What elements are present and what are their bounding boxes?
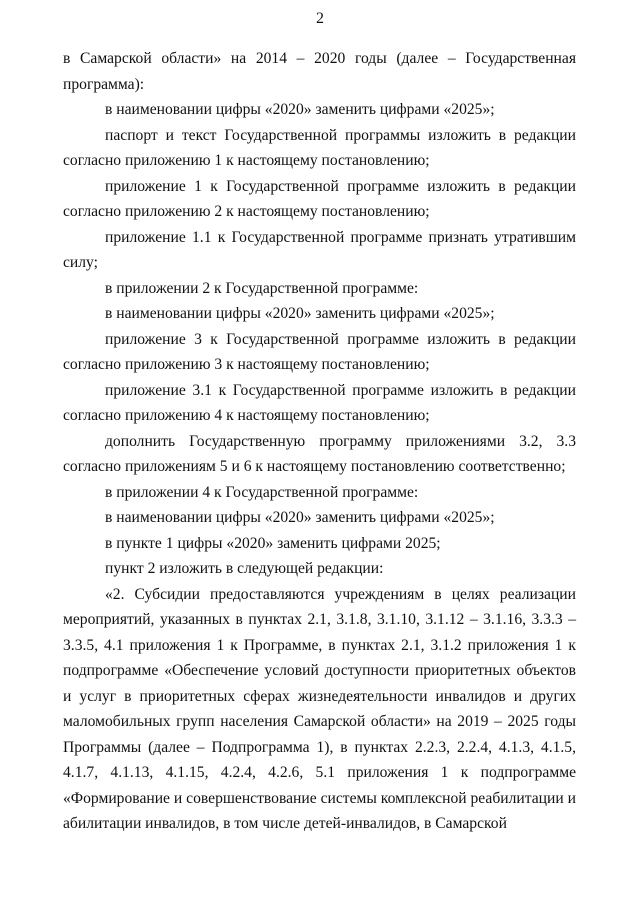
paragraph-item: приложение 3 к Государственной программе изложить в редакции согласно приложению 3 к настоящему постановлению; — [63, 330, 576, 373]
paragraph-item: в приложении 4 к Государственной программе: — [105, 483, 419, 501]
paragraph-item: приложение 1 к Государственной программе изложить в редакции согласно приложению 2 к настоящему постановлению; — [63, 177, 576, 220]
paragraph-item: в наименовании цифры «2020» заменить цифрами «2025»; — [105, 101, 495, 118]
document-body — [63, 46, 576, 837]
paragraph-item: дополнить Государственную программу приложениями 3.2, 3.3 согласно приложениям 5 и 6 к настоящему постановлению соответственно; — [63, 432, 576, 475]
paragraph-item: в приложении 2 к Государственной программе: — [105, 279, 419, 297]
paragraph-item: в наименовании цифры «2020» заменить цифрами «2025»; — [105, 509, 495, 526]
paragraph-item: приложение 3.1 к Государственной программе изложить в редакции согласно приложению 4 к настоящему постановлению; — [63, 381, 576, 424]
paragraph-quoted-text: «2. Субсидии предоставляются учреждениям в целях реализации мероприятий, указанных в пунктах 2.1, 3.1.8, 3.1.10, 3.1.12 – 3.1.16, 3.3.3 – 3.3.5, 4.1 приложения 1 к Программе, в пунктах 2.1, 3.1.2 приложения 1 к подпрограмме «Обеспечение условий доступности приоритетных объектов и услуг в приоритетных сферах жизнедеятельности инвалидов и других маломобильных групп населения Самарской области» на 2019 – 2025 годы Программы (далее – Подпрограмма 1), в пунктах 2.2.3, 2.2.4, 4.1.3, 4.1.5, 4.1.7, 4.1.13, 4.1.15, 4.2.4, 4.2.6, 5.1 приложения 1 к подпрограмме «Формирование и совершенствование системы комплексной реабилитации и абилитации инвалидов, в том числе детей-инвалидов, в Самарской — [63, 585, 576, 832]
page-number: 2 — [316, 10, 324, 27]
paragraph-continuation: в Самарской области» на 2014 – 2020 годы (далее – Государственная программа): — [63, 50, 576, 93]
paragraph-item: в пункте 1 цифры «2020» заменить цифрами 2025; — [105, 534, 441, 552]
paragraph-item: в наименовании цифры «2020» заменить цифрами «2025»; — [105, 305, 495, 322]
paragraph-item: паспорт и текст Государственной программы изложить в редакции согласно приложению 1 к настоящему постановлению; — [63, 126, 576, 169]
paragraph-item: приложение 1.1 к Государственной программе признать утратившим силу; — [63, 228, 576, 271]
paragraph-item: пункт 2 изложить в следующей редакции: — [105, 560, 384, 577]
